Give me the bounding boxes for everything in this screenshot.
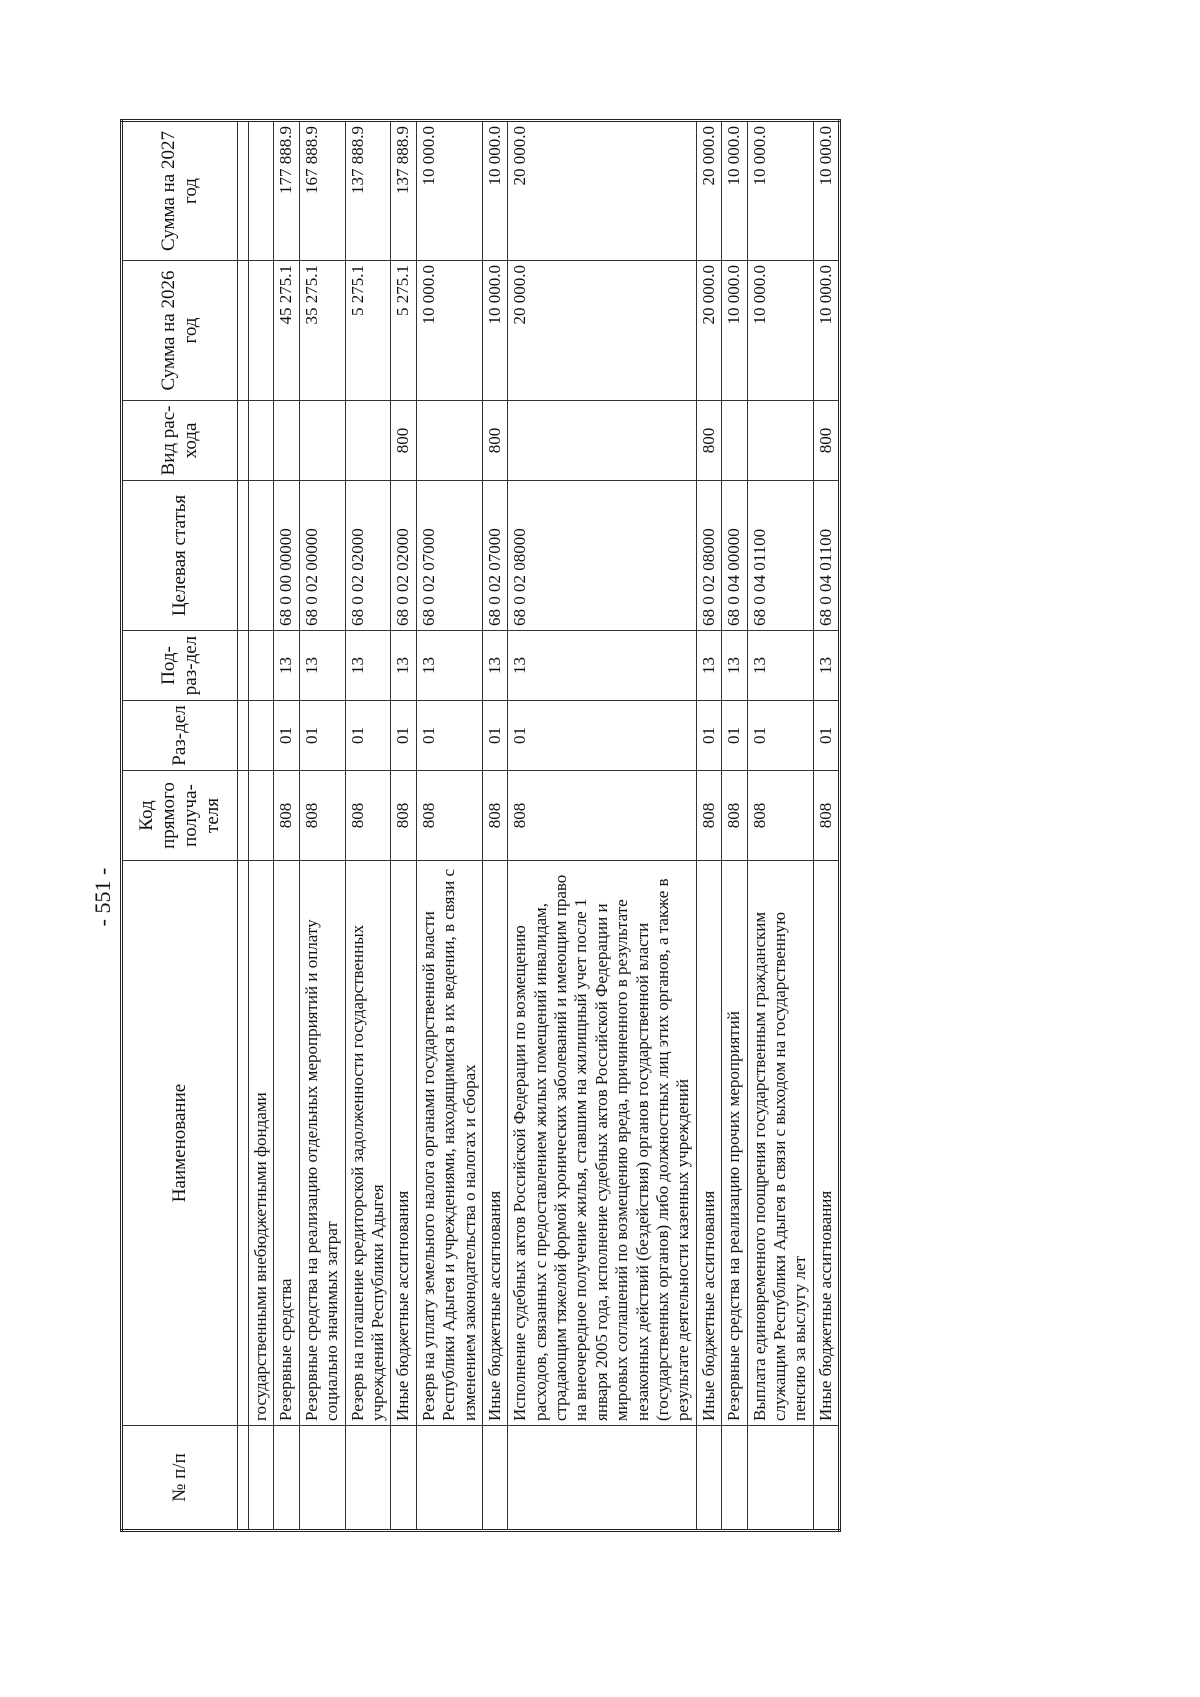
cell-name: Иные бюджетные ассигнования [391,861,416,1426]
cell-sum-2026: 20 000.0 [696,261,721,401]
cell-expense-type: 800 [482,401,507,481]
cell-sum-2027: 20 000.0 [508,121,697,261]
cell-sum-2026 [249,261,274,401]
cell-recipient: 808 [482,771,507,861]
cell-sum-2026: 35 275.1 [299,261,345,401]
cell-section: 01 [813,701,839,771]
cell-recipient: 808 [696,771,721,861]
table-header-row [122,121,238,1531]
table-row [508,121,697,1531]
header-subsection: Под-раз-дел [122,631,238,701]
page-number: - 551 - [90,867,115,927]
cell-target: 68 0 04 01100 [813,481,839,631]
cell-section: 01 [747,701,813,771]
cell-sum-2027: 10 000.0 [747,121,813,261]
cell-target [249,481,274,631]
table-row [813,121,839,1531]
cell-num [813,1426,839,1531]
cell-recipient: 808 [508,771,697,861]
cell-num [482,1426,507,1531]
cell-sum-2026: 45 275.1 [274,261,299,401]
cell-subsection: 13 [722,631,747,701]
cell-sum-2027: 177 888.9 [274,121,299,261]
cell-recipient: 808 [813,771,839,861]
header-sum-2026: Сумма на 2026 год [122,261,238,401]
cell-num [391,1426,416,1531]
table-row-blank [238,121,249,1531]
cell-name: Резерв на уплату земельного налога органами государственной власти Республики Адыгея и учреждениями, находящимися в их ведении, в связи с изменением законодательства о налогах и сборах [416,861,482,1426]
cell-sum-2027: 20 000.0 [696,121,721,261]
cell-target: 68 0 02 08000 [696,481,721,631]
cell-expense-type: 800 [813,401,839,481]
cell-name: Иные бюджетные ассигнования [482,861,507,1426]
cell-name: Исполнение судебных актов Российской Федерации по возмещению расходов, связанных с предоставлением жилых помещений инвалидам, страдающим тяжелой формой хронических заболеваний и имеющим право на внеочередное получение жилья, ставшим на жилищный учет после 1 января 2005 года, исполнение судебных актов Российской Федерации и мировых соглашений по возмещению вреда, причиненного в результате незаконных действий (бездействия) органов государственной власти (государственных органов) либо должностных лиц этих органов, а также в результате деятельности казенных учреждений [508,861,697,1426]
cell-name: Резервные средства [274,861,299,1426]
header-sum-2027: Сумма на 2027 год [122,121,238,261]
cell-subsection: 13 [299,631,345,701]
cell-num [299,1426,345,1531]
cell-expense-type [722,401,747,481]
cell-sum-2027: 137 888.9 [391,121,416,261]
cell-expense-type [299,401,345,481]
cell-target: 68 0 00 00000 [274,481,299,631]
cell-name: Иные бюджетные ассигнования [696,861,721,1426]
cell-sum-2027: 10 000.0 [722,121,747,261]
header-num: № п/п [122,1426,238,1531]
cell-expense-type [249,401,274,481]
header-recipient: Код прямого получа-теля [122,771,238,861]
cell-expense-type [747,401,813,481]
cell-section: 01 [299,701,345,771]
cell-recipient [249,771,274,861]
cell-sum-2026: 20 000.0 [508,261,697,401]
table-row [722,121,747,1531]
cell-num [696,1426,721,1531]
cell-recipient: 808 [416,771,482,861]
cell-target: 68 0 04 00000 [722,481,747,631]
table-row [299,121,345,1531]
header-name: Наименование [122,861,238,1426]
table-row [345,121,391,1531]
cell-sum-2026: 10 000.0 [482,261,507,401]
cell-sum-2026: 10 000.0 [747,261,813,401]
table-row [416,121,482,1531]
cell-section: 01 [508,701,697,771]
table-row [274,121,299,1531]
cell-section: 01 [416,701,482,771]
cell-num [747,1426,813,1531]
cell-num [274,1426,299,1531]
cell-recipient: 808 [299,771,345,861]
table-row [482,121,507,1531]
cell-expense-type [508,401,697,481]
cell-subsection: 13 [391,631,416,701]
cell-recipient: 808 [391,771,416,861]
cell-sum-2026: 5 275.1 [345,261,391,401]
cell-name: Выплата единовременного поощрения государственным гражданским служащим Республики Адыгея в связи с выходом на государственную пенсию за выслугу лет [747,861,813,1426]
cell-subsection: 13 [416,631,482,701]
cell-target: 68 0 02 02000 [345,481,391,631]
table-row [391,121,416,1531]
cell-expense-type: 800 [391,401,416,481]
cell-section: 01 [722,701,747,771]
cell-section [249,701,274,771]
table-row [696,121,721,1531]
cell-name: Резервные средства на реализацию прочих мероприятий [722,861,747,1426]
cell-expense-type: 800 [696,401,721,481]
cell-num [345,1426,391,1531]
cell-section: 01 [391,701,416,771]
cell-sum-2027: 10 000.0 [416,121,482,261]
cell-subsection: 13 [813,631,839,701]
cell-target: 68 0 02 07000 [416,481,482,631]
cell-target: 68 0 02 00000 [299,481,345,631]
cell-expense-type [345,401,391,481]
cell-recipient: 808 [274,771,299,861]
cell-sum-2026: 10 000.0 [416,261,482,401]
cell-subsection: 13 [696,631,721,701]
cell-recipient: 808 [722,771,747,861]
cell-name: Иные бюджетные ассигнования [813,861,839,1426]
budget-table [120,119,841,1532]
cell-sum-2026: 5 275.1 [391,261,416,401]
cell-sum-2027: 10 000.0 [482,121,507,261]
cell-name: государственными внебюджетными фондами [249,861,274,1426]
cell-section: 01 [274,701,299,771]
cell-section: 01 [482,701,507,771]
cell-sum-2027: 167 888.9 [299,121,345,261]
cell-subsection [249,631,274,701]
cell-subsection: 13 [508,631,697,701]
cell-subsection: 13 [747,631,813,701]
cell-expense-type [274,401,299,481]
cell-subsection: 13 [274,631,299,701]
cell-num [416,1426,482,1531]
cell-sum-2027: 10 000.0 [813,121,839,261]
cell-expense-type [416,401,482,481]
cell-sum-2026: 10 000.0 [813,261,839,401]
cell-num [722,1426,747,1531]
cell-num [508,1426,697,1531]
cell-subsection: 13 [345,631,391,701]
cell-target: 68 0 02 07000 [482,481,507,631]
cell-num [249,1426,274,1531]
cell-sum-2026: 10 000.0 [722,261,747,401]
cell-target: 68 0 02 02000 [391,481,416,631]
header-target: Целевая статья [122,481,238,631]
cell-name: Резервные средства на реализацию отдельных мероприятий и оплату социально значимых затрат [299,861,345,1426]
table-row [747,121,813,1531]
header-expense-type: Вид рас-хода [122,401,238,481]
cell-subsection: 13 [482,631,507,701]
cell-recipient: 808 [747,771,813,861]
cell-section: 01 [345,701,391,771]
cell-sum-2027 [249,121,274,261]
cell-sum-2027: 137 888.9 [345,121,391,261]
cell-section: 01 [696,701,721,771]
table-row [249,121,274,1531]
header-section: Раз-дел [122,701,238,771]
cell-name: Резерв на погашение кредиторской задолженности государственных учреждений Республики Адыгея [345,861,391,1426]
cell-target: 68 0 02 08000 [508,481,697,631]
cell-target: 68 0 04 01100 [747,481,813,631]
cell-recipient: 808 [345,771,391,861]
